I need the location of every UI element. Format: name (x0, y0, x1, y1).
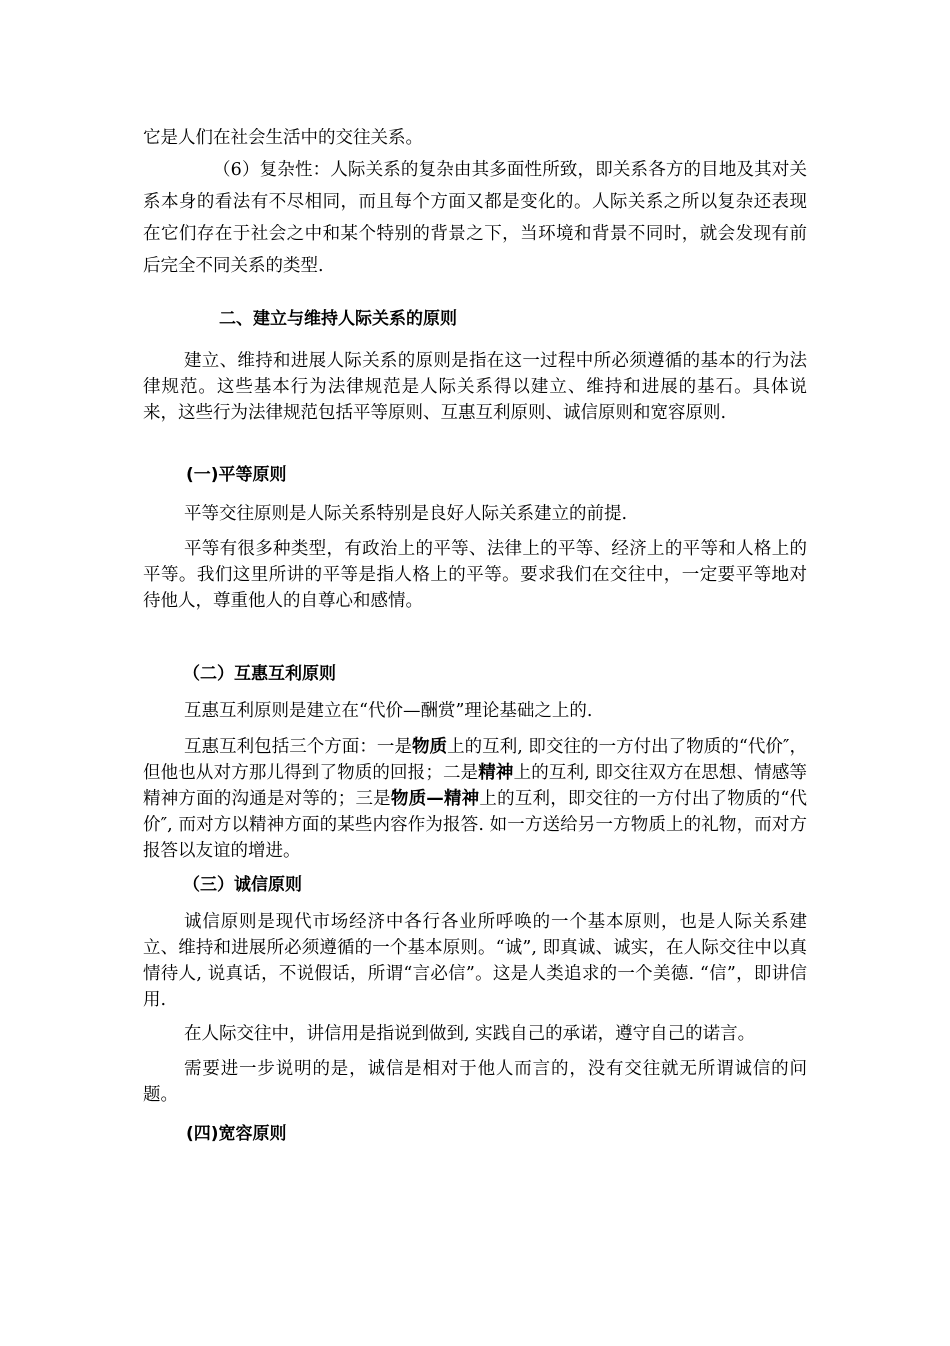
subheading-equality: (一)平等原则 (186, 465, 287, 485)
paragraph-equality-premise: 平等交往原则是人际关系特别是良好人际关系建立的前提. (184, 504, 628, 524)
paragraph-integrity-keeping-word: 在人际交往中，讲信用是指说到做到, 实践自己的承诺，遵守自己的诺言。 (184, 1024, 756, 1044)
paragraph-reciprocity-aspects (143, 734, 807, 864)
text-run: 上的互利, 即交往双方在思想、情感等精神方面的沟通是对等的；三是 (143, 763, 808, 809)
section-heading-principles: 二、建立与维持人际关系的原则 (219, 309, 457, 329)
emphasis-material: 物质 (412, 737, 448, 757)
emphasis-spiritual: 精神 (478, 763, 514, 783)
subheading-integrity: （三）诚信原则 (183, 875, 302, 895)
text-run: 上的互利，即交往的一方付出了物质的“代价″, 而对方以精神方面的某些内容作为报答. 如一方送给另一方物质上的礼物，而对方报答以友谊的增进。 (143, 789, 808, 861)
paragraph-integrity-note: 需要进一步说明的是，诚信是相对于他人而言的，没有交往就无所谓诚信的问题。 (143, 1059, 807, 1105)
paragraph-complexity: （6）复杂性：人际关系的复杂由其多面性所致，即关系各方的目地及其对关系本身的看法有不尽相同，而且每个方面又都是变化的。人际关系之所以复杂还表现在它们存在于社会之中和某个特别的背景之下，当环境和背景不同时，就会发现有前后完全不同关系的类型. (143, 160, 807, 276)
emphasis-material-spiritual: 物质—精神 (390, 789, 480, 809)
paragraph-equality-types: 平等有很多种类型，有政治上的平等、法律上的平等、经济上的平等和人格上的平等。我们这里所讲的平等是指人格上的平等。要求我们在交往中，一定要平等地对待他人，尊重他人的自尊心和感情。 (143, 539, 807, 611)
text-run: 互惠互利包括三个方面：一是 (184, 737, 413, 757)
paragraph-continuation: 它是人们在社会生活中的交往关系。 (143, 128, 423, 148)
subheading-reciprocity: （二）互惠互利原则 (183, 664, 336, 684)
paragraph-integrity-definition: 诚信原则是现代市场经济中各行各业所呼唤的一个基本原则，也是人际关系建立、维持和进展所必须遵循的一个基本原则。“诚”, 即真诚、诚实，在人际交往中以真情待人, 说真话，不说假话，所谓“言必信”。这是人类追求的一个美德. “信”，即讲信用. (143, 912, 807, 1010)
paragraph-reciprocity-basis: 互惠互利原则是建立在“代价—酬赏”理论基础之上的. (184, 701, 593, 721)
text-run: 上的互利, 即交往的一方付出了物质的“代价″，但他也从对方那儿得到了物质的回报；二是 (143, 737, 808, 783)
paragraph-principles-intro: 建立、维持和进展人际关系的原则是指在这一过程中所必须遵循的基本的行为法律规范。这些基本行为法律规范是人际关系得以建立、维持和进展的基石。具体说来，这些行为法律规范包括平等原则、互惠互利原则、诚信原则和宽容原则. (143, 351, 807, 423)
subheading-tolerance: (四)宽容原则 (186, 1124, 287, 1144)
